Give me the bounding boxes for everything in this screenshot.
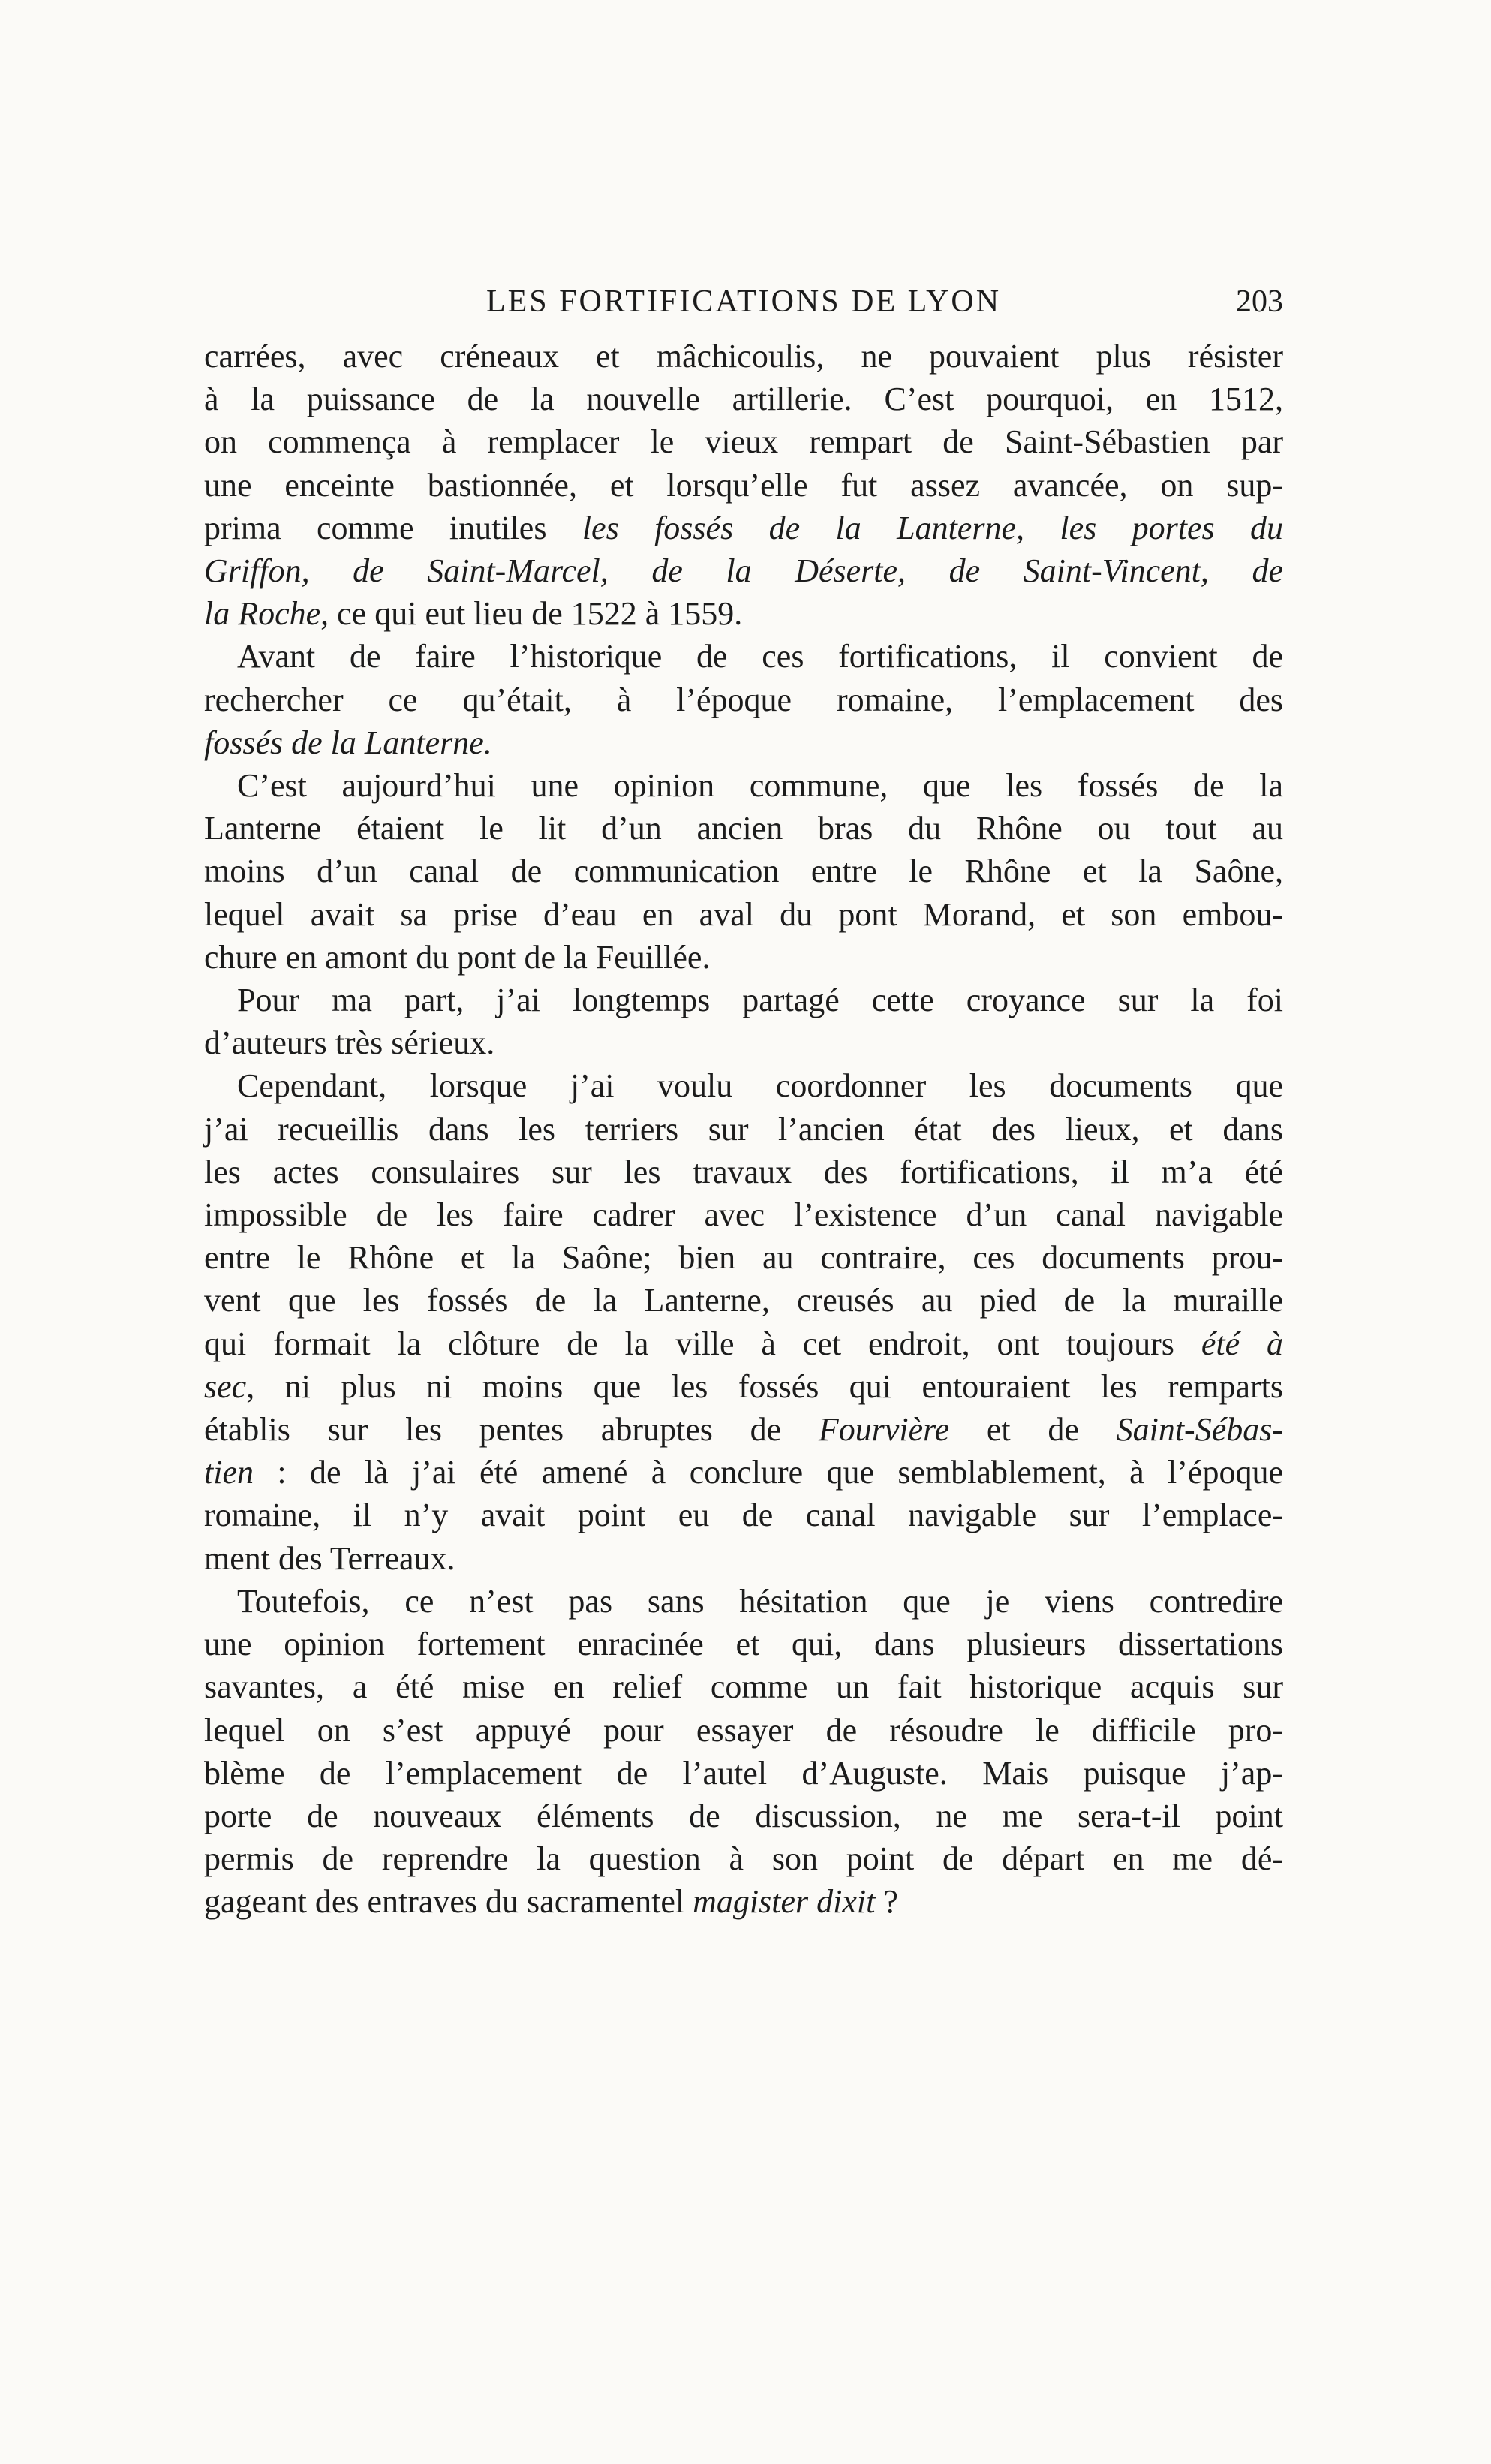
text-run: , ce qui eut lieu de 1522 à 1559. [320, 595, 743, 633]
body-text [204, 335, 1283, 1924]
italic-text: la Roche [204, 595, 321, 633]
text-line [204, 1193, 1283, 1236]
text-line [204, 1064, 1283, 1107]
italic-text: Saint-Sébas- [1116, 1411, 1283, 1449]
text-line [204, 1365, 1283, 1408]
text-run: lequel avait sa prise d’eau en aval du pont Morand, et son embou- [204, 895, 1283, 933]
text-line [204, 764, 1283, 807]
paragraph [204, 635, 1283, 764]
paragraph [204, 979, 1283, 1064]
text-line [204, 1151, 1283, 1193]
text-run: les actes consulaires sur les travaux des fortifications, il m’a été [204, 1153, 1283, 1190]
text-run: porte de nouveaux éléments de discussion, ne me sera-t-il point [204, 1797, 1283, 1834]
text-run: une enceinte bastionnée, et lorsqu’elle fut assez avancée, on sup- [204, 466, 1283, 504]
text-run: carrées, avec créneaux et mâchicoulis, ne pouvaient plus résister [204, 338, 1283, 375]
italic-text: magister dixit [693, 1883, 876, 1921]
text-run: une opinion fortement enracinée et qui, dans plusieurs dissertations [204, 1626, 1283, 1663]
text-line [204, 1408, 1283, 1451]
text-line [204, 335, 1283, 378]
text-line [204, 549, 1283, 592]
text-line [204, 592, 1283, 635]
text-line [204, 721, 1283, 764]
text-line [204, 979, 1283, 1021]
text-run: rechercher ce qu’était, à l’époque romaine, l’emplacement des [204, 681, 1283, 718]
text-run: moins d’un canal de communication entre le Rhône et la Saône, [204, 853, 1283, 890]
text-run: d’auteurs très sérieux. [204, 1024, 495, 1062]
text-run: Cependant, lorsque j’ai voulu coordonner les documents que [237, 1067, 1283, 1105]
text-run: qui formait la clôture de la ville à cet endroit, ont toujours [204, 1325, 1201, 1362]
text-line [204, 1322, 1283, 1365]
text-line [204, 378, 1283, 420]
text-run: vent que les fossés de la Lanterne, creusés au pied de la muraille [204, 1282, 1283, 1319]
text-line [204, 507, 1283, 549]
paragraph [204, 335, 1283, 635]
text-run: impossible de les faire cadrer avec l’existence d’un canal navigable [204, 1196, 1283, 1234]
text-line [204, 1451, 1283, 1494]
text-line [204, 678, 1283, 721]
text-run: permis de reprendre la question à son point de départ en me dé- [204, 1840, 1283, 1878]
text-run: savantes, a été mise en relief comme un fait historique acquis sur [204, 1668, 1283, 1706]
text-run: Lanterne étaient le lit d’un ancien bras du Rhône ou tout au [204, 810, 1283, 847]
text-line [204, 1279, 1283, 1322]
text-run: : de là j’ai été amené à conclure que semblablement, à l’époque [253, 1454, 1283, 1491]
text-line [204, 1580, 1283, 1623]
paragraph [204, 1064, 1283, 1579]
text-run: établis sur les pentes abruptes de [204, 1411, 819, 1449]
italic-text: Fourvière [818, 1411, 950, 1449]
text-run: Avant de faire l’historique de ces fortifications, il convient de [237, 638, 1283, 675]
italic-text: sec [204, 1367, 247, 1405]
text-line [204, 936, 1283, 979]
text-line [204, 1665, 1283, 1708]
text-line [204, 1837, 1283, 1880]
text-run: j’ai recueillis dans les terriers sur l’ancien état des lieux, et dans [204, 1110, 1283, 1148]
text-line [204, 1021, 1283, 1064]
italic-text: Griffon, de Saint-Marcel, de la Déserte, de Saint-Vincent, de [204, 552, 1283, 590]
text-line [204, 850, 1283, 892]
text-line [204, 1494, 1283, 1536]
text-line [204, 1623, 1283, 1665]
text-run: ? [875, 1883, 898, 1921]
text-run: blème de l’emplacement de l’autel d’Auguste. Mais puisque j’ap- [204, 1754, 1283, 1792]
text-line [204, 1709, 1283, 1752]
text-run: C’est aujourd’hui une opinion commune, que les fossés de la [237, 767, 1283, 805]
text-run: romaine, il n’y avait point eu de canal navigable sur l’emplace- [204, 1497, 1283, 1534]
text-line [204, 1880, 1283, 1923]
paragraph [204, 764, 1283, 979]
italic-text: les fossés de la Lanterne, les portes du [582, 509, 1283, 546]
text-line [204, 1108, 1283, 1151]
page-number: 203 [1236, 284, 1283, 319]
text-run: gageant des entraves du sacramentel [204, 1883, 693, 1921]
text-line [204, 464, 1283, 507]
italic-text: tien [204, 1454, 254, 1491]
text-line [204, 1537, 1283, 1580]
text-run: Toutefois, ce n’est pas sans hésitation que je viens contredire [237, 1582, 1283, 1620]
italic-text: été à [1201, 1325, 1283, 1362]
text-line [204, 1236, 1283, 1279]
text-run: on commença à remplacer le vieux rempart de Saint-Sébastien par [204, 423, 1283, 461]
text-run: , ni plus ni moins que les fossés qui entouraient les remparts [246, 1367, 1283, 1405]
paragraph [204, 1580, 1283, 1924]
text-line [204, 893, 1283, 936]
text-line [204, 635, 1283, 678]
running-head [204, 284, 1283, 329]
text-line [204, 1752, 1283, 1795]
text-run: chure en amont du pont de la Feuillée. [204, 938, 711, 976]
text-run: entre le Rhône et la Saône; bien au contraire, ces documents prou- [204, 1239, 1283, 1277]
text-line [204, 420, 1283, 463]
text-run: et de [949, 1411, 1117, 1449]
italic-text: fossés de la Lanterne. [204, 724, 492, 761]
text-line [204, 807, 1283, 850]
text-run: à la puissance de la nouvelle artillerie. C’est pourquoi, en 1512, [204, 381, 1283, 418]
running-title: LES FORTIFICATIONS DE LYON [485, 284, 1002, 319]
text-run: ment des Terreaux. [204, 1539, 455, 1577]
text-run: Pour ma part, j’ai longtemps partagé cette croyance sur la foi [237, 982, 1283, 1019]
text-run: lequel on s’est appuyé pour essayer de résoudre le difficile pro- [204, 1711, 1283, 1749]
text-run: prima comme inutiles [204, 509, 582, 546]
text-line [204, 1795, 1283, 1837]
